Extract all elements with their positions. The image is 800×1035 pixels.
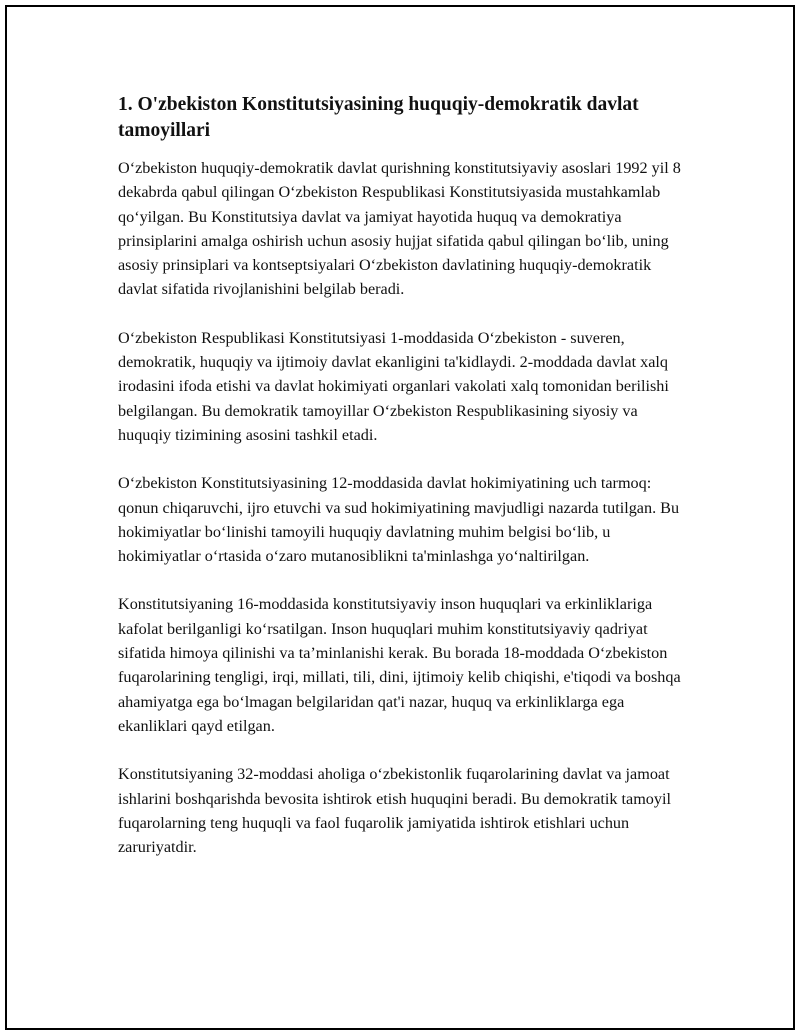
document-title: 1. O'zbekiston Konstitutsiyasining huquqiy-demokratik davlat tamoyillari: [118, 94, 639, 141]
paragraph: Konstitutsiyaning 16-moddasida konstitutsiyaviy inson huquqlari va erkinliklariga kafolat berilganligi ko‘rsatilgan. Inson huquqlari muhim konstitutsiyaviy qadriyat sifatida himoya qilinishi va ta’minlanishi kerak. Bu borada 18-moddada O‘zbekiston fuqarolarining tengligi, irqi, millati, tili, dini, ijtimoiy kelib chiqishi, e'tiqodi va boshqa ahamiyatga ega bo‘lmagan belgilaridan qat'i nazar, huquq va erkinliklarga ega ekanliklari qayd etilgan.: [118, 595, 681, 735]
paragraph: O‘zbekiston Respublikasi Konstitutsiyasi 1-moddasida O‘zbekiston - suveren, demokratik, huquqiy va ijtimoiy davlat ekanligini ta'kidlaydi. 2-moddada davlat xalq irodasini ifoda etishi va davlat hokimiyati organlari vakolati xalq tomonidan berilishi belgilangan. Bu demokratik tamoyillar O‘zbekiston Respublikasining siyosiy va huquqiy tizimining asosini tashkil etadi.: [118, 328, 669, 444]
paragraph: O‘zbekiston Konstitutsiyasining 12-moddasida davlat hokimiyatining uch tarmoq: qonun chiqaruvchi, ijro etuvchi va sud hokimiyatining mavjudligi nazarda tutilgan. Bu hokimiyatlar bo‘linishi tamoyili huquqiy davlatning muhim belgisi bo‘lib, u hokimiyatlar o‘rtasida o‘zaro mutanosiblikni ta'minlashga yo‘naltirilgan.: [118, 474, 680, 566]
document-body: [118, 92, 684, 883]
paragraph: Konstitutsiyaning 32-moddasi aholiga o‘zbekistonlik fuqarolarining davlat va jamoat ishlarini boshqarishda bevosita ishtirok etish huquqini beradi. Bu demokratik tamoyil fuqarolarning teng huquqli va faol fuqarolik jamiyatida ishtirok etishlari uchun zaruriyatdir.: [118, 765, 671, 857]
paragraph: O‘zbekiston huquqiy-demokratik davlat qurishning konstitutsiyaviy asoslari 1992 yil 8 dekabrda qabul qilingan O‘zbekiston Respublikasi Konstitutsiyasida mustahkamlab qo‘yilgan. Bu Konstitutsiya davlat va jamiyat hayotida huquq va demokratiya prinsiplarini amalga oshirish uchun asosiy hujjat sifatida qabul qilingan bo‘lib, uning asosiy prinsiplari va kontseptsiyalari O‘zbekiston davlatining huquqiy-demokratik davlat sifatida rivojlanishini belgilab beradi.: [118, 159, 681, 299]
